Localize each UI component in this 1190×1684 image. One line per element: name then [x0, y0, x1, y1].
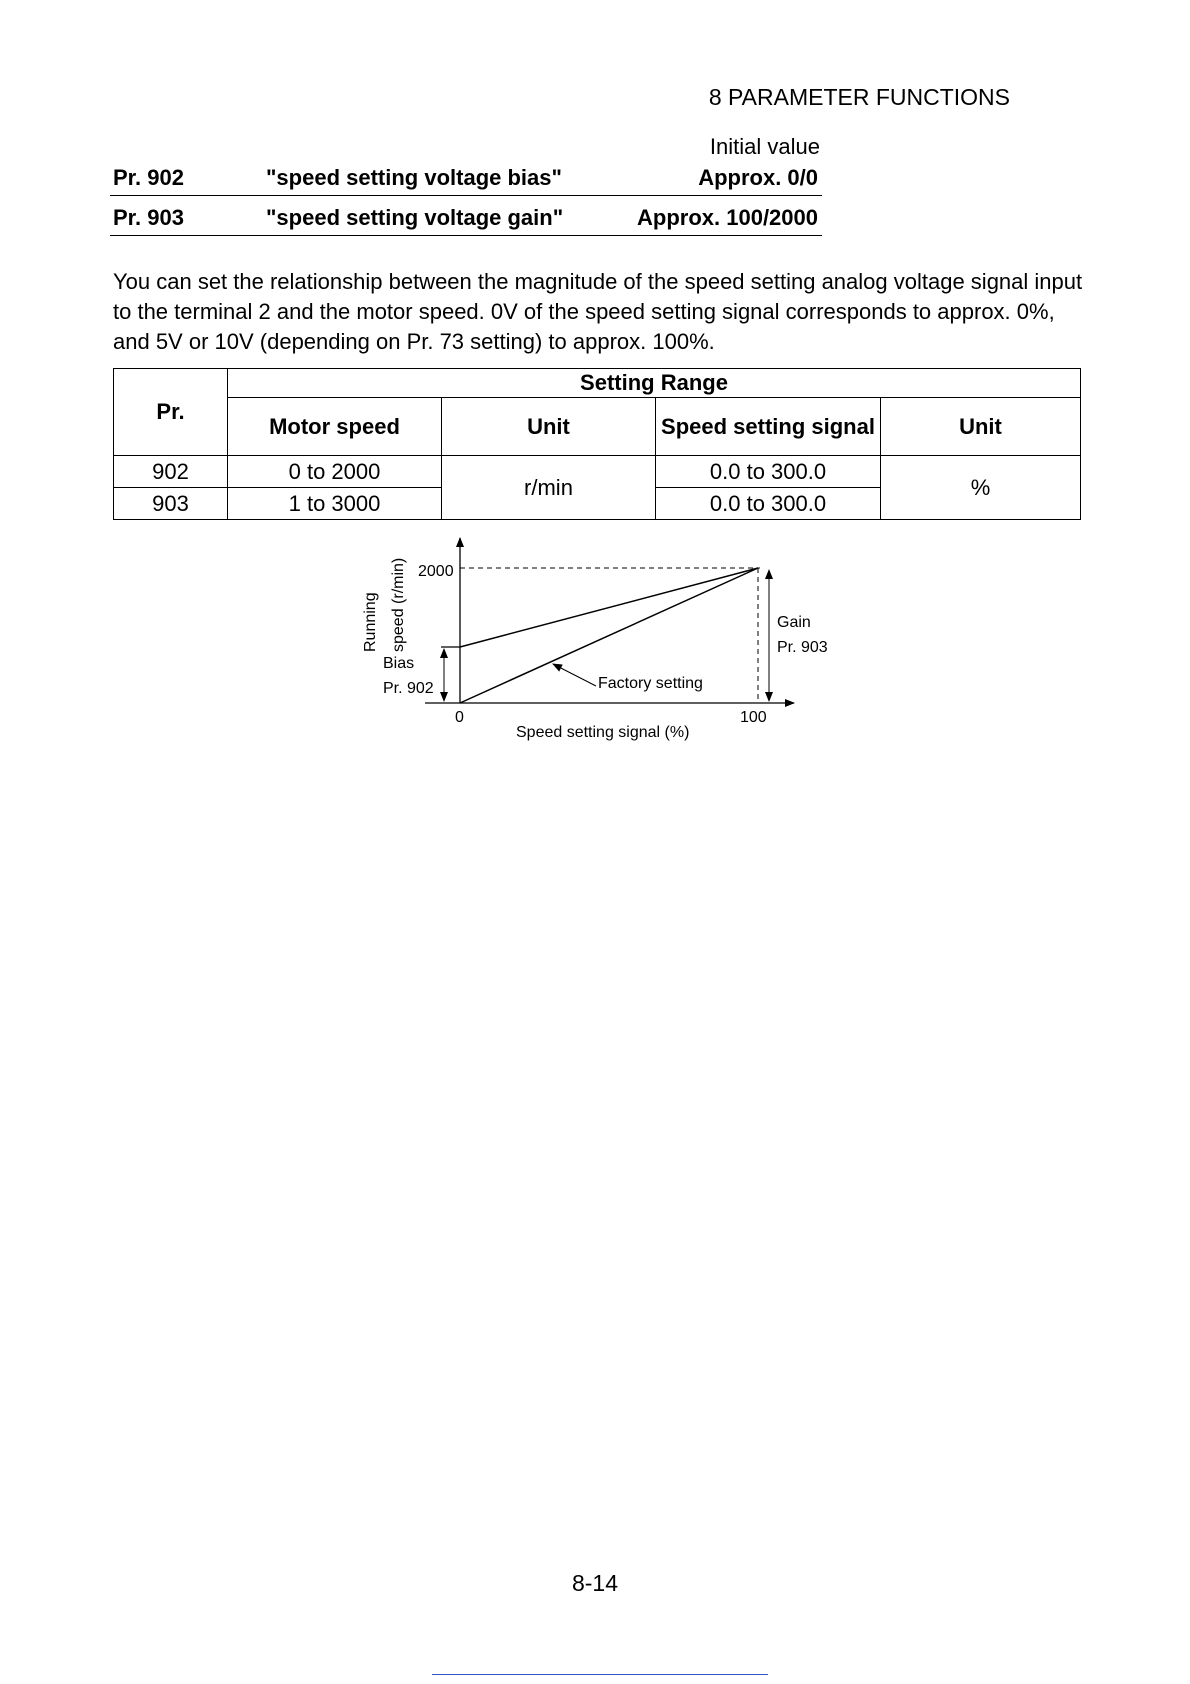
header-motor-speed: Motor speed — [228, 398, 442, 456]
param-name: "speed setting voltage gain" — [266, 205, 564, 230]
bias-param-label: Pr. 902 — [383, 680, 434, 697]
factory-setting-label: Factory setting — [598, 675, 703, 692]
header-unit-speed: Unit — [442, 398, 656, 456]
gain-label: Gain — [777, 614, 811, 631]
header-unit-signal: Unit — [881, 398, 1081, 456]
y-axis-label-line2: speed (r/min) — [390, 557, 407, 652]
header-pr: Pr. — [114, 369, 228, 456]
cell-unit-speed: r/min — [442, 456, 656, 520]
header-speed-signal: Speed setting signal — [656, 398, 881, 456]
cell-pr: 902 — [114, 456, 228, 488]
param-initial-value: Approx. 0/0 — [698, 165, 818, 190]
cell-motor-speed: 1 to 3000 — [228, 488, 442, 520]
section-header: 8 PARAMETER FUNCTIONS — [708, 84, 1010, 110]
initial-value-label: Initial value — [709, 134, 820, 159]
footer-rule — [432, 1674, 768, 1675]
param-name: "speed setting voltage bias" — [266, 165, 562, 190]
intro-paragraph: You can set the relationship between the magnitude of the speed setting analog voltage signal input to the terminal 2 and the motor speed. 0V of the speed setting signal corresponds to approx. 0%, and 5V or 10V (depending on Pr. 73 setting) to approx. 100%. — [113, 269, 1083, 354]
gain-param-label: Pr. 903 — [777, 639, 828, 656]
x-axis-label: Speed setting signal (%) — [516, 724, 690, 741]
bias-gain-graph — [0, 0, 1190, 760]
y-tick-2000: 2000 — [418, 563, 454, 580]
bias-label: Bias — [383, 655, 415, 672]
y-axis-label-line1: Running — [362, 592, 379, 652]
cell-speed-signal: 0.0 to 300.0 — [656, 456, 881, 488]
header-setting-range: Setting Range — [228, 369, 1081, 398]
cell-unit-signal: % — [881, 456, 1081, 520]
param-initial-value: Approx. 100/2000 — [637, 205, 818, 230]
x-tick-0: 0 — [455, 709, 464, 726]
cell-pr: 903 — [114, 488, 228, 520]
cell-speed-signal: 0.0 to 300.0 — [656, 488, 881, 520]
factory-setting-leader — [553, 664, 596, 686]
x-tick-100: 100 — [740, 709, 767, 726]
cell-motor-speed: 0 to 2000 — [228, 456, 442, 488]
page-number: 8-14 — [571, 1570, 619, 1596]
param-number: Pr. 903 — [113, 205, 184, 230]
param-number: Pr. 902 — [113, 165, 184, 190]
